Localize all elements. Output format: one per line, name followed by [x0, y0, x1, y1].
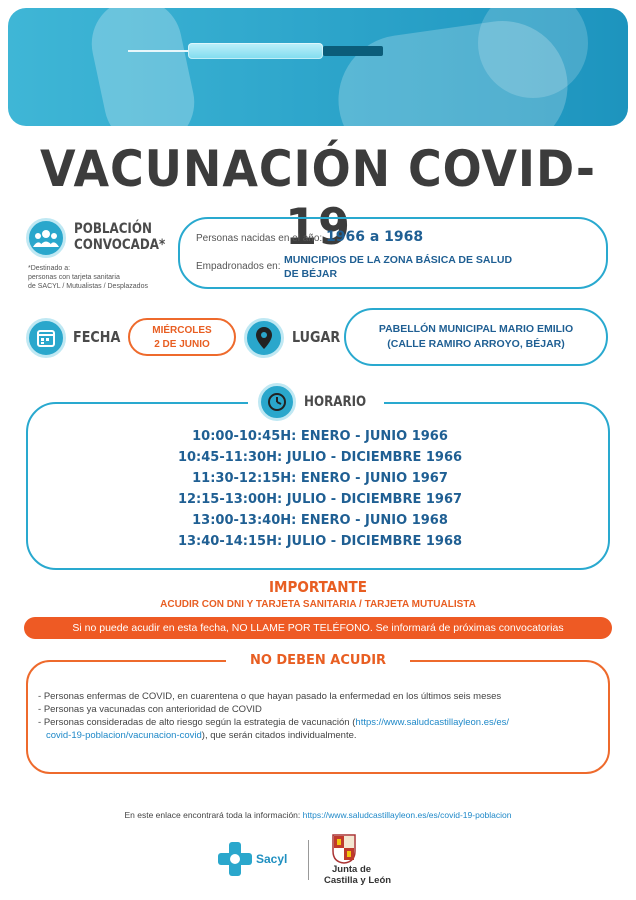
no-deben-box	[26, 660, 610, 774]
vacunacion-link-line2[interactable]: covid-19-poblacion/vacunacion-covid	[46, 730, 202, 741]
hero-image	[8, 8, 628, 126]
logo-divider	[308, 840, 309, 880]
horario-label: HORARIO	[304, 394, 367, 410]
group-icon	[26, 218, 66, 258]
poblacion-note	[28, 264, 148, 291]
horario-slot: 12:15-13:00H: JULIO - DICIEMBRE 1967	[177, 492, 463, 507]
footer-info	[0, 810, 636, 820]
glove-shape	[83, 8, 202, 126]
junta-logo	[324, 834, 434, 890]
poblacion-label-line1: POBLACIÓN	[74, 221, 152, 237]
warning-banner: Si no puede acudir en esta fecha, NO LLAME POR TELÉFONO. Se informará de próximas convocatorias	[24, 617, 612, 639]
junta-line2: Castilla y León	[324, 875, 392, 886]
registered-value-line1: MUNICIPIOS DE LA ZONA BÁSICA DE SALUD	[284, 254, 513, 266]
poblacion-label	[74, 221, 165, 253]
registered-value	[284, 253, 512, 281]
horario-slot: 10:00-10:45H: ENERO - JUNIO 1966	[192, 429, 448, 444]
poblacion-label-line2: CONVOCADA*	[74, 237, 166, 253]
no-deben-item3-prefix: Personas consideradas de alto riesgo según la estrategia de vacunación (	[43, 717, 356, 728]
no-deben-title: NO DEBEN ACUDIR	[249, 653, 387, 668]
lugar-line1: PABELLÓN MUNICIPAL MARIO EMILIO	[378, 323, 574, 335]
fecha-line2: 2 DE JUNIO	[154, 339, 210, 350]
location-pin-icon	[244, 318, 284, 358]
lugar-value	[346, 322, 606, 352]
poblacion-note-line1: *Destinado a:	[28, 265, 71, 272]
syringe-plunger	[323, 46, 383, 56]
page-title: VACUNACIÓN COVID-19	[40, 140, 596, 256]
horario-slot: 13:00-13:40H: ENERO - JUNIO 1968	[192, 513, 448, 528]
junta-line1: Junta de	[332, 864, 372, 875]
born-value: 1966 a 1968	[326, 229, 424, 245]
born-label: Personas nacidas en el año:	[196, 233, 323, 244]
sacyl-logo	[216, 840, 296, 880]
horario-slots	[28, 426, 612, 552]
registered-value-line2: DE BÉJAR	[284, 268, 338, 280]
horario-slot: 10:45-11:30H: JULIO - DICIEMBRE 1966	[177, 450, 463, 465]
syringe-needle	[128, 50, 188, 52]
syringe-barrel	[188, 43, 323, 59]
importante-subtitle: ACUDIR CON DNI Y TARJETA SANITARIA / TARJETA MUTUALISTA	[160, 599, 476, 610]
no-deben-list	[38, 690, 596, 742]
no-deben-item3-suffix: ), que serán citados individualmente.	[201, 730, 357, 741]
registered-label: Empadronados en:	[196, 261, 281, 272]
importante-section	[0, 578, 636, 610]
sacyl-cross-icon	[216, 840, 254, 878]
lugar-line2: (CALLE RAMIRO ARROYO, BÉJAR)	[387, 338, 565, 350]
poblacion-note-line3: de SACYL / Mutualistas / Desplazados	[28, 283, 148, 290]
clock-icon	[258, 383, 296, 421]
sacyl-name: Sacyl	[256, 852, 288, 866]
fecha-line1: MIÉRCOLES	[152, 325, 212, 336]
calendar-icon	[26, 318, 66, 358]
no-deben-header	[226, 651, 410, 671]
horario-box	[26, 402, 610, 570]
logos-bar	[0, 834, 636, 890]
horario-slot: 11:30-12:15H: ENERO - JUNIO 1967	[192, 471, 448, 486]
horario-header	[248, 381, 384, 423]
fecha-label: FECHA	[73, 328, 121, 346]
no-deben-item-3	[38, 716, 596, 742]
poblacion-note-line2: personas con tarjeta sanitaria	[28, 274, 120, 281]
no-deben-item: - Personas ya vacunadas con anterioridad de COVID	[38, 703, 596, 716]
horario-slot: 13:40-14:15H: JULIO - DICIEMBRE 1968	[177, 534, 463, 549]
vacunacion-link[interactable]: https://www.saludcastillayleon.es/es/	[355, 717, 510, 728]
lugar-box	[344, 308, 608, 366]
fecha-value	[130, 324, 234, 352]
importante-title: IMPORTANTE	[269, 578, 367, 596]
fecha-box	[128, 318, 236, 356]
junta-name	[324, 864, 391, 886]
footer-link[interactable]: https://www.saludcastillayleon.es/es/covid-19-poblacion	[302, 810, 512, 820]
lugar-label: LUGAR	[292, 328, 341, 346]
no-deben-item: - Personas enfermas de COVID, en cuarentena o que hayan pasado la enfermedad en los últimos seis meses	[38, 690, 596, 703]
coat-of-arms-icon	[332, 834, 356, 864]
poblacion-details-box	[178, 217, 608, 289]
footer-text: En este enlace encontrará toda la información:	[124, 810, 301, 820]
